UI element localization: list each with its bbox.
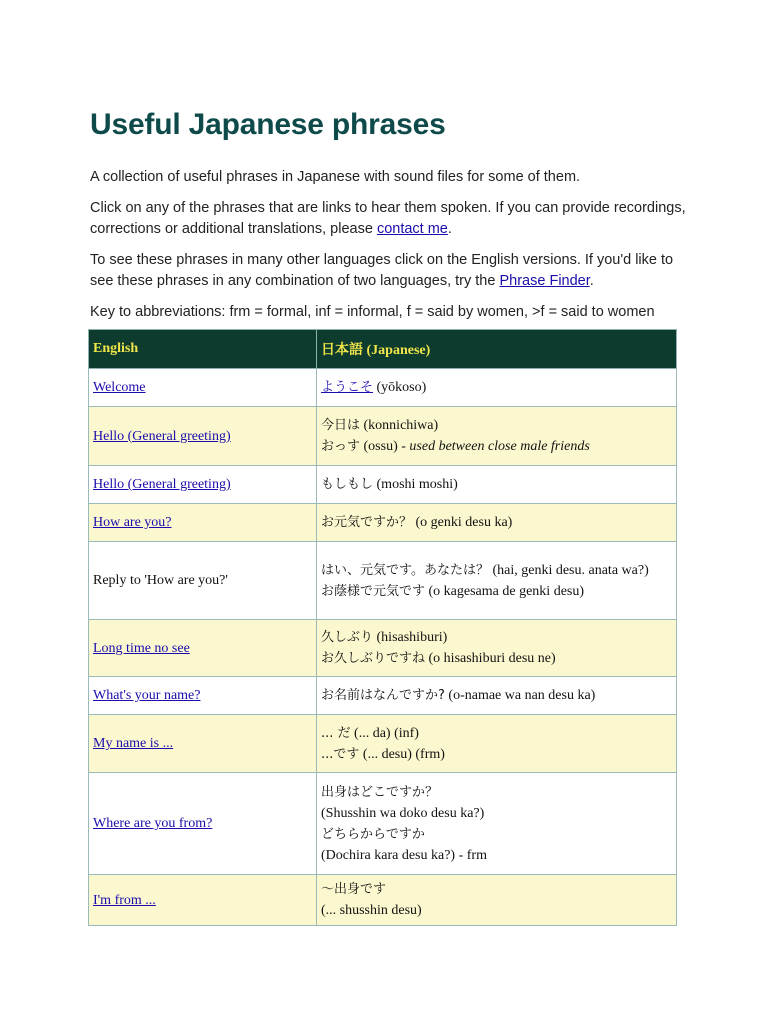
table-row: [89, 773, 677, 875]
table-row: [89, 369, 677, 407]
english-cell: [89, 369, 317, 407]
japanese-text: はい、元気です。あなたは？: [321, 562, 489, 578]
phrase-link-your-name[interactable]: What's your name?: [93, 688, 201, 703]
phrase-link-how-are-you[interactable]: How are you?: [93, 515, 172, 530]
japanese-text: 今日は: [321, 418, 361, 433]
phrase-line: [321, 560, 672, 581]
table-row: [89, 875, 677, 926]
phrase-line: [321, 627, 672, 648]
table-row: [89, 677, 677, 715]
phrases-table: [88, 329, 677, 926]
table-row: [89, 715, 677, 773]
phrase-link-where-from[interactable]: Where are you from?: [93, 816, 213, 831]
phrase-link-my-name[interactable]: My name is ...: [93, 736, 174, 751]
english-cell: [89, 715, 317, 773]
japanese-text: どちらからですか: [321, 826, 425, 842]
japanese-text: お蔭様で元気です: [321, 583, 426, 599]
japanese-cell: [317, 875, 677, 926]
contact-paragraph: [90, 198, 690, 240]
header-english: English: [89, 330, 317, 369]
japanese-cell: [317, 715, 677, 773]
japanese-cell: [317, 677, 677, 715]
english-cell: [89, 773, 317, 875]
japanese-cell: [317, 504, 677, 542]
intro-paragraph: A collection of useful phrases in Japanese with sound files for some of them.: [90, 169, 581, 185]
romaji: (konnichiwa): [360, 418, 439, 433]
phrase-link-im-from[interactable]: I'm from ...: [93, 892, 156, 908]
phrase-link-hello-phone[interactable]: Hello (General greeting): [93, 477, 231, 492]
table-row: [89, 542, 677, 620]
romaji: (... shusshin desu): [321, 903, 422, 918]
romaji: (ossu) -: [360, 439, 410, 454]
romaji: (o genki desu ka): [412, 515, 513, 530]
jp-audio-link-yokoso[interactable]: ようこそ: [321, 380, 374, 395]
contact-end: .: [447, 221, 452, 237]
romaji: (Shusshin wa doko desu ka?): [321, 805, 485, 821]
japanese-cell: [317, 620, 677, 677]
english-cell: [89, 875, 317, 926]
japanese-text: お名前はなんですか?: [321, 688, 445, 703]
phrase-line: [321, 415, 672, 436]
english-cell: Reply to 'How are you?': [89, 542, 317, 620]
phrase-link-long-time[interactable]: Long time no see: [93, 640, 190, 656]
romaji: (... desu) (frm): [359, 746, 445, 762]
japanese-text: ...です: [321, 746, 360, 762]
romaji: (Dochira kara desu ka?) - frm: [321, 847, 487, 863]
japanese-text: お元気ですか？: [321, 515, 413, 530]
usage-note: used between close male friends: [409, 439, 590, 454]
phrase-link-welcome[interactable]: Welcome: [93, 380, 146, 395]
japanese-cell: [317, 542, 677, 620]
japanese-text: 出身はどこですか？: [321, 784, 439, 800]
romaji: (moshi moshi): [373, 477, 458, 492]
contact-me-link[interactable]: contact me: [376, 221, 448, 237]
romaji: (yōkoso): [373, 380, 427, 395]
table-row: [89, 504, 677, 542]
romaji: (o kagesama de genki desu): [425, 583, 585, 599]
english-cell: [89, 620, 317, 677]
contact-text: Click on any of the phrases that are links to hear them spoken. If you can provide recordings, corrections or additional translations, please: [90, 200, 686, 237]
header-japanese: 日本語 (Japanese): [317, 330, 677, 369]
japanese-cell: [317, 773, 677, 875]
japanese-cell: [317, 466, 677, 504]
table-row: [89, 466, 677, 504]
romaji: (... da) (inf): [350, 725, 419, 741]
phrase-line: [321, 436, 672, 457]
languages-end: .: [589, 273, 594, 289]
japanese-cell: [317, 369, 677, 407]
languages-text: To see these phrases in many other languages click on the English versions. If you'd like to see these phrases in any combination of two languages, try the: [90, 252, 674, 289]
romaji: (o-namae wa nan desu ka): [444, 688, 596, 703]
phrase-link-hello[interactable]: Hello (General greeting): [93, 428, 231, 444]
romaji: (hai, genki desu. anata wa?): [488, 562, 649, 578]
phrase-line: [321, 581, 672, 602]
japanese-text: もしもし: [321, 477, 374, 492]
romaji: (o hisashiburi desu ne): [425, 651, 556, 666]
japanese-text: お久しぶりですね: [321, 651, 426, 666]
japanese-cell: [317, 407, 677, 466]
english-cell: [89, 407, 317, 466]
abbreviations-key: Key to abbreviations: frm = formal, inf = informal, f = said by women, >f = said to women: [90, 304, 655, 320]
romaji: (hisashiburi): [373, 630, 448, 645]
table-row: [89, 620, 677, 677]
languages-paragraph: [90, 250, 690, 292]
japanese-text: おっす: [321, 439, 361, 454]
japanese-text: ... だ: [321, 725, 351, 741]
english-cell: [89, 504, 317, 542]
phrase-line: [321, 648, 672, 669]
japanese-text: 久しぶり: [321, 630, 374, 645]
phrase-line: [321, 744, 672, 765]
phrase-line: [321, 723, 672, 744]
english-cell: [89, 677, 317, 715]
japanese-text: ～出身です: [321, 882, 387, 897]
page-title: Useful Japanese phrases: [90, 108, 446, 141]
table-row: [89, 407, 677, 466]
table-header-row: [89, 330, 677, 369]
english-cell: [89, 466, 317, 504]
phrase-finder-link[interactable]: Phrase Finder: [499, 273, 590, 289]
